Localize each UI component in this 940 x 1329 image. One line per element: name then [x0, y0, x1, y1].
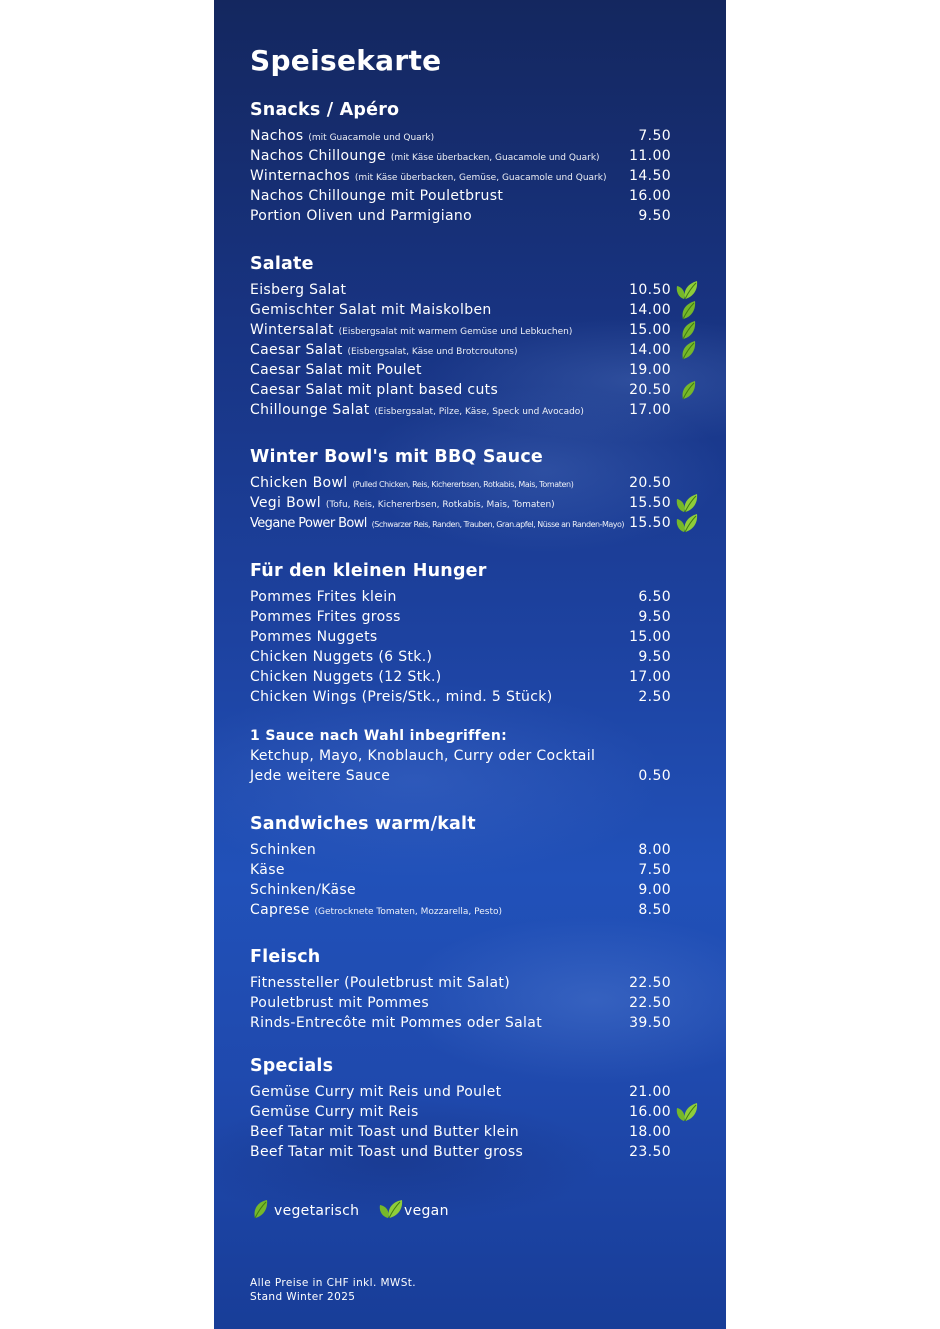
menu-item-row	[250, 380, 706, 400]
menu-item-price: 9.50	[638, 649, 671, 665]
menu-item-row	[250, 513, 706, 533]
section-items-salate	[250, 280, 706, 420]
menu-item-row	[250, 1102, 706, 1122]
menu-item-row	[250, 473, 706, 493]
legend-vegetarian-label: vegetarisch	[274, 1203, 360, 1219]
menu-item-price: 21.00	[629, 1084, 671, 1100]
menu-item-row	[250, 587, 706, 607]
menu-item-price: 15.50	[629, 495, 671, 511]
menu-item-row	[250, 340, 706, 360]
menu-title: Speisekarte	[250, 44, 442, 77]
sauce-extra-row	[250, 766, 706, 786]
menu-item-name: Chicken Nuggets (6 Stk.)	[250, 649, 433, 665]
menu-item-description: (Getrocknete Tomaten, Mozzarella, Pesto)	[314, 907, 503, 917]
menu-item-row	[250, 1013, 706, 1033]
menu-item-description: (Eisbergsalat, Käse und Brotcroutons)	[347, 347, 518, 357]
menu-item-name: Vegi Bowl	[250, 495, 321, 511]
menu-item-name: Fitnessteller (Pouletbrust mit Salat)	[250, 975, 511, 991]
menu-item-row	[250, 647, 706, 667]
menu-item-price: 9.50	[638, 609, 671, 625]
menu-item-description: (Eisbergsalat, Pilze, Käse, Speck und Avocado)	[374, 407, 584, 417]
menu-item-row	[250, 1122, 706, 1142]
legend-vegan-label: vegan	[404, 1203, 449, 1219]
menu-item-price: 6.50	[638, 589, 671, 605]
footer-season-note: Stand Winter 2025	[250, 1291, 356, 1303]
menu-item-price: 10.50	[629, 282, 671, 298]
vegan-leaves-icon	[676, 513, 698, 533]
menu-item-name: Rinds-Entrecôte mit Pommes oder Salat	[250, 1015, 543, 1031]
menu-item-price: 20.50	[629, 475, 671, 491]
menu-item-description: (Schwarzer Reis, Randen, Trauben, Gran.apfel, Nüsse an Randen-Mayo)	[371, 520, 625, 529]
menu-item-row	[250, 360, 706, 380]
section-title-specials: Specials	[250, 1056, 334, 1076]
section-items-hunger	[250, 587, 706, 707]
menu-item-row	[250, 186, 706, 206]
menu-item-row	[250, 206, 706, 226]
footer-prices-note: Alle Preise in CHF inkl. MWSt.	[250, 1277, 417, 1289]
menu-item-description: (mit Käse überbacken, Gemüse, Guacamole und Quark)	[354, 173, 607, 183]
menu-item-row	[250, 973, 706, 993]
menu-item-row	[250, 280, 706, 300]
menu-item-name: Beef Tatar mit Toast und Butter gross	[250, 1144, 524, 1160]
menu-item-row	[250, 146, 706, 166]
section-items-specials	[250, 1082, 706, 1162]
section-title-hunger: Für den kleinen Hunger	[250, 561, 487, 581]
menu-item-name: Pommes Frites gross	[250, 609, 401, 625]
menu-item-name: Chicken Wings (Preis/Stk., mind. 5 Stück)	[250, 689, 553, 705]
menu-item-row	[250, 493, 706, 513]
menu-item-price: 8.50	[638, 902, 671, 918]
menu-item-price: 9.50	[638, 208, 671, 224]
menu-item-name: Caesar Salat mit plant based cuts	[250, 382, 499, 398]
vegetarian-leaf-icon	[676, 320, 698, 340]
menu-item-row	[250, 126, 706, 146]
menu-item-name: Caprese	[250, 902, 310, 918]
menu-item-price: 17.00	[629, 669, 671, 685]
vegan-leaves-icon	[378, 1198, 404, 1220]
menu-item-price: 15.00	[629, 629, 671, 645]
menu-item-price: 39.50	[629, 1015, 671, 1031]
menu-item-row	[250, 993, 706, 1013]
section-items-sandwiches	[250, 840, 706, 920]
menu-item-row	[250, 667, 706, 687]
section-items-snacks	[250, 126, 706, 226]
menu-item-price: 2.50	[638, 689, 671, 705]
menu-item-row	[250, 840, 706, 860]
menu-item-name: Gemischter Salat mit Maiskolben	[250, 302, 492, 318]
menu-item-name: Gemüse Curry mit Reis und Poulet	[250, 1084, 502, 1100]
section-title-salate: Salate	[250, 254, 314, 274]
menu-item-name: Chillounge Salat	[250, 402, 370, 418]
menu-item-price: 14.00	[629, 342, 671, 358]
menu-item-price: 17.00	[629, 402, 671, 418]
sauce-extra-name: Jede weitere Sauce	[250, 768, 391, 784]
menu-item-price: 22.50	[629, 995, 671, 1011]
menu-item-name: Vegane Power Bowl	[250, 516, 367, 531]
menu-item-row	[250, 300, 706, 320]
menu-item-description: (Pulled Chicken, Reis, Kichererbsen, Rotkabis, Mais, Tomaten)	[352, 480, 574, 489]
sauce-info	[250, 726, 706, 786]
menu-item-name: Schinken/Käse	[250, 882, 357, 898]
sauce-options: Ketchup, Mayo, Knoblauch, Curry oder Cocktail	[250, 748, 596, 764]
menu-item-row	[250, 1142, 706, 1162]
vegan-leaves-icon	[676, 280, 698, 300]
vegetarian-leaf-icon	[676, 380, 698, 400]
menu-item-name: Caesar Salat	[250, 342, 343, 358]
menu-item-price: 19.00	[629, 362, 671, 378]
menu-item-row	[250, 607, 706, 627]
menu-item-description: (Eisbergsalat mit warmem Gemüse und Lebkuchen)	[338, 327, 573, 337]
menu-item-row	[250, 320, 706, 340]
menu-item-row	[250, 900, 706, 920]
footer	[250, 1276, 416, 1304]
section-items-fleisch	[250, 973, 706, 1033]
sauce-extra-price: 0.50	[638, 768, 671, 784]
menu-item-price: 16.00	[629, 188, 671, 204]
menu-item-name: Nachos Chillounge mit Pouletbrust	[250, 188, 504, 204]
menu-item-name: Winternachos	[250, 168, 350, 184]
menu-item-price: 20.50	[629, 382, 671, 398]
menu-item-row	[250, 627, 706, 647]
menu-item-price: 16.00	[629, 1104, 671, 1120]
menu-item-price: 15.00	[629, 322, 671, 338]
menu-item-price: 9.00	[638, 882, 671, 898]
vegetarian-leaf-icon	[676, 340, 698, 360]
vegan-leaves-icon	[676, 493, 698, 513]
menu-item-name: Chicken Nuggets (12 Stk.)	[250, 669, 442, 685]
menu-item-name: Nachos Chillounge	[250, 148, 387, 164]
menu-item-price: 23.50	[629, 1144, 671, 1160]
section-title-fleisch: Fleisch	[250, 947, 321, 967]
menu-card	[214, 0, 726, 1329]
menu-item-name: Chicken Bowl	[250, 475, 348, 491]
menu-item-name: Pouletbrust mit Pommes	[250, 995, 429, 1011]
menu-item-price: 11.00	[629, 148, 671, 164]
menu-item-name: Portion Oliven und Parmigiano	[250, 208, 473, 224]
menu-item-name: Pommes Frites klein	[250, 589, 397, 605]
vegan-leaves-icon	[676, 1102, 698, 1122]
menu-item-row	[250, 880, 706, 900]
menu-item-name: Schinken	[250, 842, 317, 858]
section-title-snacks: Snacks / Apéro	[250, 100, 400, 120]
vegetarian-leaf-icon	[252, 1198, 270, 1220]
menu-item-price: 14.00	[629, 302, 671, 318]
vegetarian-leaf-icon	[676, 300, 698, 320]
menu-item-price: 15.50	[629, 515, 671, 531]
menu-item-description: (mit Guacamole und Quark)	[308, 133, 435, 143]
menu-item-row	[250, 166, 706, 186]
menu-item-name: Beef Tatar mit Toast und Butter klein	[250, 1124, 519, 1140]
menu-item-row	[250, 687, 706, 707]
menu-item-price: 18.00	[629, 1124, 671, 1140]
menu-item-row	[250, 400, 706, 420]
menu-item-price: 22.50	[629, 975, 671, 991]
section-title-bowls: Winter Bowl's mit BBQ Sauce	[250, 447, 543, 467]
menu-item-price: 8.00	[638, 842, 671, 858]
menu-item-name: Caesar Salat mit Poulet	[250, 362, 422, 378]
menu-item-price: 7.50	[638, 128, 671, 144]
menu-item-name: Nachos	[250, 128, 304, 144]
menu-item-name: Käse	[250, 862, 285, 878]
menu-item-price: 14.50	[629, 168, 671, 184]
menu-item-row	[250, 1082, 706, 1102]
section-title-sandwiches: Sandwiches warm/kalt	[250, 814, 476, 834]
section-items-bowls	[250, 473, 706, 533]
menu-item-name: Wintersalat	[250, 322, 334, 338]
menu-item-description: (mit Käse überbacken, Guacamole und Quark)	[390, 153, 600, 163]
menu-item-row	[250, 860, 706, 880]
sauce-heading: 1 Sauce nach Wahl inbegriffen:	[250, 728, 508, 744]
menu-item-name: Gemüse Curry mit Reis	[250, 1104, 419, 1120]
menu-item-name: Eisberg Salat	[250, 282, 347, 298]
menu-item-description: (Tofu, Reis, Kichererbsen, Rotkabis, Mais, Tomaten)	[325, 500, 555, 510]
menu-item-name: Pommes Nuggets	[250, 629, 378, 645]
menu-item-price: 7.50	[638, 862, 671, 878]
